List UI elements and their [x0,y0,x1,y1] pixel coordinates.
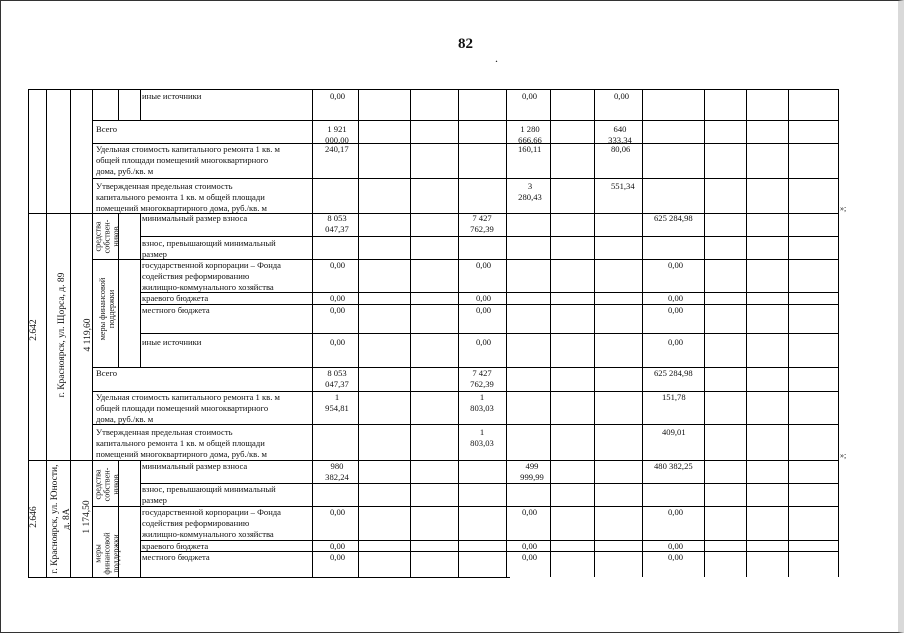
min-payment-val-1-2642: 8 053 047,37 [325,213,349,234]
regional-budget-val-2-2642: 0,00 [476,293,492,303]
fin-support-label-2646: меры финансовой поддержки [93,532,121,575]
house-area-2646: 1 174,50 [82,500,92,534]
min-payment-val-2-2642: 7 427 762,39 [470,213,494,234]
local-budget-val-2-2646: 0,00 [522,552,538,562]
regional-budget-label-2646: краевого бюджета [142,541,209,551]
regional-budget-val-2-2646: 0,00 [522,541,538,551]
local-budget-val-1-2646: 0,00 [330,552,346,562]
grid-hline [92,178,838,179]
house-number-2646: 2.646 [29,506,39,528]
grid-hline [140,540,838,541]
other-sources-val-2: 0,00 [522,91,538,101]
owners-funds-label-2646: средства собствен- ников [93,467,121,502]
min-payment-label-2646: минимальный размер взноса [142,461,248,471]
limit-cost-val-2-2642: 409,01 [662,427,686,437]
corp-fund-val-1-2646: 0,00 [330,507,346,517]
grid-vline [140,460,141,577]
other-sources-val-3-2642: 0,00 [668,337,684,347]
other-sources-val-1: 0,00 [330,91,346,101]
above-min-label-2646: взнос, превышающий минимальный размер [142,484,276,505]
local-budget-val-1-2642: 0,00 [330,305,346,315]
regional-budget-val-1-2642: 0,00 [330,293,346,303]
other-sources-label-2642: иные источники [142,337,202,347]
corp-fund-val-1-2642: 0,00 [330,260,346,270]
corp-fund-label-2642: государственной корпорации – Фонда содействия реформированию жилищно-коммунального хозяйства [142,260,281,292]
specific-cost-val-2-2642: 1 803,03 [470,392,494,413]
total-label-2642: Всего [96,368,118,378]
min-payment-val-2-2646: 499 999,99 [520,461,544,482]
grid-vline [118,89,119,120]
house-number-2642: 2.642 [29,319,39,341]
total-label: Всего [96,124,118,134]
specific-cost-val-1: 240,17 [325,144,349,154]
total-val-1-2642: 8 053 047,37 [325,368,349,389]
local-budget-val-3-2646: 0,00 [668,552,684,562]
table-right-border [838,89,839,577]
regional-budget-val-1-2646: 0,00 [330,541,346,551]
table-top-border [28,89,838,90]
specific-cost-label-2642: Удельная стоимость капитального ремонта 1 кв. м общей площади помещений многоквартирного дома, руб./кв. м [96,392,280,424]
grid-vline [140,89,141,120]
grid-hline [140,236,838,237]
above-min-label-2642: взнос, превышающий минимальный размер [142,238,276,259]
local-budget-val-3-2642: 0,00 [668,305,684,315]
min-payment-val-1-2646: 980 382,24 [325,461,349,482]
limit-cost-label-2642: Утвержденная предельная стоимость капитального ремонта 1 кв. м общей площади помещений многоквартирного дома, руб./кв. м [96,427,267,459]
limit-cost-val-1: 3 280,43 [518,181,542,202]
total-val-2: 1 280 666,66 [518,124,542,145]
other-sources-val-2-2642: 0,00 [476,337,492,347]
min-payment-label-2642: минимальный размер взноса [142,213,248,223]
corp-fund-label-2646: государственной корпорации – Фонда содействия реформированию жилищно-коммунального хозяйства [142,507,281,539]
regional-budget-val-3-2642: 0,00 [668,293,684,303]
closing-quote-2: »; [840,451,847,460]
other-sources-val-1-2642: 0,00 [330,337,346,347]
house-area-2642: 4 119,60 [83,318,93,352]
regional-budget-label-2642: краевого бюджета [142,293,209,303]
total-val-3-2642: 625 284,98 [654,368,693,378]
specific-cost-label: Удельная стоимость капитального ремонта 1 кв. м общей площади помещений многоквартирного дома, руб./кв. м [96,144,280,176]
fin-support-label-2642: меры финансовой поддержки [98,277,116,341]
corp-fund-val-2-2646: 0,00 [522,507,538,517]
grid-hline [140,333,838,334]
regional-budget-val-3-2646: 0,00 [668,541,684,551]
local-budget-label-2642: местного бюджета [142,305,210,315]
house-address-2642: г. Красноярск, ул. Щорса, д. 89 [57,272,67,398]
total-val-1: 1 921 000,00 [325,124,349,145]
owners-funds-label-2642: средства собствен- ников [93,219,121,254]
local-budget-label-2646: местного бюджета [142,552,210,562]
other-sources-label: иные источники [142,91,202,101]
closing-quote-1: »; [840,204,847,213]
corp-fund-val-3-2642: 0,00 [668,260,684,270]
specific-cost-val-3-2642: 151,78 [662,392,686,402]
total-val-2-2642: 7 427 762,39 [470,368,494,389]
corp-fund-val-2-2642: 0,00 [476,260,492,270]
specific-cost-val-3: 80,06 [611,144,631,154]
grid-hline [92,120,838,121]
page-number: 82 [458,36,473,52]
other-sources-val-3: 0,00 [614,91,630,101]
corp-fund-val-3-2646: 0,00 [668,507,684,517]
specific-cost-val-2: 160,11 [518,144,542,154]
grid-hline [140,551,838,552]
limit-cost-label: Утвержденная предельная стоимость капитального ремонта 1 кв. м общей площади помещений многоквартирного дома, руб./кв. м [96,181,267,213]
min-payment-val-3-2642: 625 284,98 [654,213,693,223]
specific-cost-val-1-2642: 1 954,81 [325,392,349,413]
page-dot: . [495,51,498,65]
min-payment-val-3-2646: 480 382,25 [654,461,693,471]
limit-cost-val-1-2642: 1 803,03 [470,427,494,448]
grid-vline [46,89,47,577]
limit-cost-val-2: 551,34 [611,181,635,191]
house-address-2646: г. Красноярск, ул. Юности, д. 8А [50,464,72,574]
local-budget-val-2-2642: 0,00 [476,305,492,315]
total-val-3: 640 333,34 [608,124,632,145]
